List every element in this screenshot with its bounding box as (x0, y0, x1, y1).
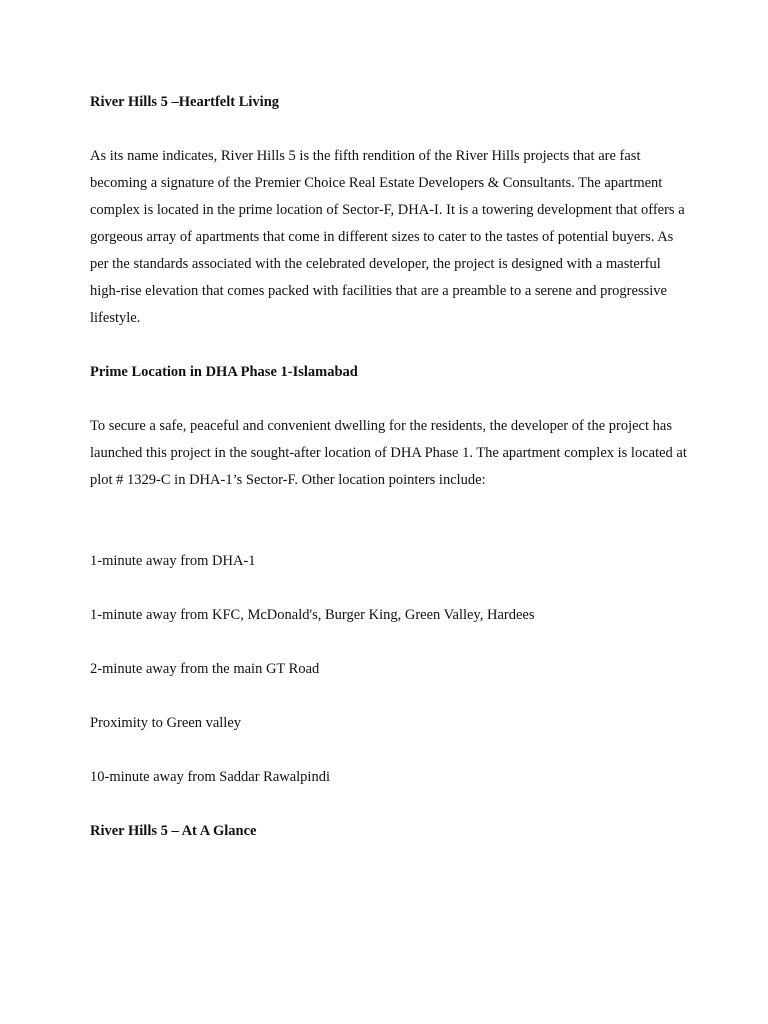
section-heading-prime-location: Prime Location in DHA Phase 1-Islamabad (90, 364, 358, 380)
section-body-heartfelt-living: As its name indicates, River Hills 5 is the fifth rendition of the River Hills projects that are fast becoming a signature of the Premier Choice Real Estate Developers & Consultants. The apartment complex is located in the prime location of Sector-F, DHA-I. It is a towering development that offers a gorgeous array of apartments that come in different sizes to cater to the tastes of potential buyers. As per the standards associated with the celebrated developer, the project is designed with a masterful high-rise elevation that comes packed with facilities that are a preamble to a serene and progressive lifestyle. (90, 148, 685, 326)
location-pointer-item: 1-minute away from DHA-1 (90, 553, 256, 569)
section-heading-heartfelt-living: River Hills 5 –Heartfelt Living (90, 94, 280, 110)
section-body-prime-location: To secure a safe, peaceful and convenient dwelling for the residents, the developer of the project has launched this project in the sought-after location of DHA Phase 1. The apartment complex is located at plot # 1329-C in DHA-1’s Sector-F. Other location pointers include: (90, 418, 687, 488)
document-page (90, 89, 690, 845)
section-heading-at-a-glance: River Hills 5 – At A Glance (90, 823, 257, 839)
location-pointer-item: 1-minute away from KFC, McDonald's, Burger King, Green Valley, Hardees (90, 607, 535, 623)
location-pointer-item: Proximity to Green valley (90, 715, 242, 731)
location-pointer-item: 2-minute away from the main GT Road (90, 661, 320, 677)
location-pointer-item: 10-minute away from Saddar Rawalpindi (90, 769, 330, 785)
